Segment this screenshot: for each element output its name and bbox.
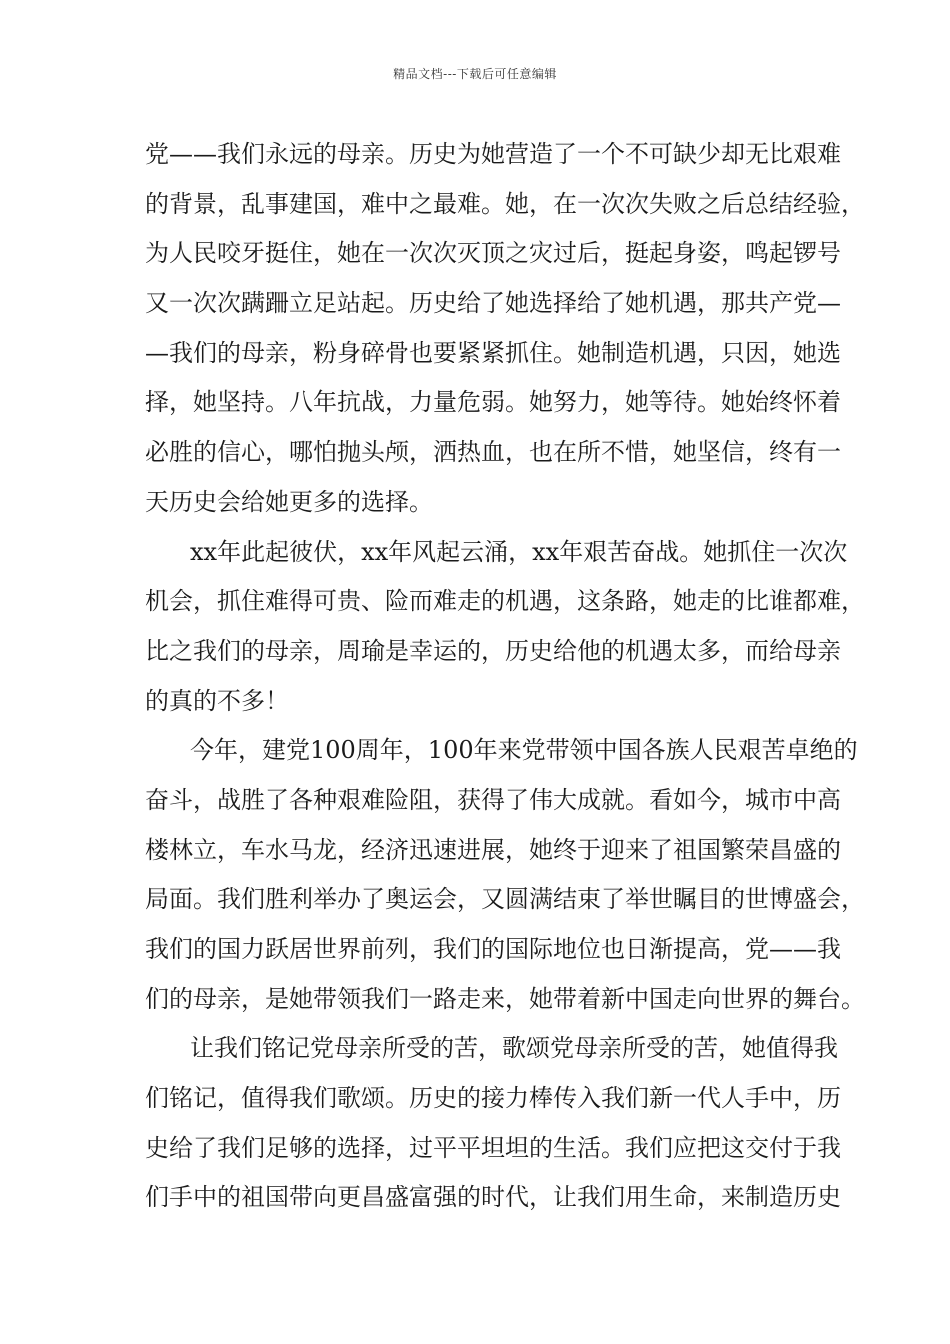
- paragraph-1: [145, 130, 865, 528]
- text-line: 为人民咬牙挺住，她在一次次灭顶之灾过后，挺起身姿，鸣起锣号: [145, 239, 841, 268]
- text-line: 机会，抓住难得可贵、险而难走的机遇，这条路，她走的比谁都难，: [145, 587, 865, 616]
- text-line: 的真的不多！: [145, 686, 289, 715]
- text-line: 史给了我们足够的选择，过平平坦坦的生活。我们应把这交付于我: [145, 1133, 841, 1162]
- text-line: 比之我们的母亲，周瑜是幸运的，历史给他的机遇太多，而给母亲: [145, 636, 841, 665]
- text-line: 我们的国力跃居世界前列，我们的国际地位也日渐提高，党——我: [145, 935, 841, 963]
- text-line: 的背景，乱事建国，难中之最难。她，在一次次失败之后总结经验，: [145, 189, 865, 218]
- text-line: 们铭记，值得我们歌颂。历史的接力棒传入我们新一代人手中，历: [145, 1084, 841, 1113]
- text-line: xx年此起彼伏，xx年风起云涌，xx年艰苦奋战。她抓住一次次: [190, 537, 848, 566]
- text-line: 天历史会给她更多的选择。: [145, 487, 433, 516]
- paragraph-2: [145, 528, 865, 727]
- text-line: 让我们铭记党母亲所受的苦，歌颂党母亲所受的苦，她值得我: [190, 1034, 838, 1063]
- text-line: 党——我们永远的母亲。历史为她营造了一个不可缺少却无比艰难: [145, 140, 841, 168]
- text-line: 局面。我们胜利举办了奥运会，又圆满结束了举世瞩目的世博盛会，: [145, 885, 865, 914]
- text-line: 奋斗，战胜了各种艰难险阻，获得了伟大成就。看如今，城市中高: [145, 785, 841, 814]
- text-line: 们的母亲，是她带领我们一路走来，她带着新中国走向世界的舞台。: [145, 984, 865, 1013]
- text-line: 楼林立，车水马龙，经济迅速进展，她终于迎来了祖国繁荣昌盛的: [145, 835, 841, 864]
- paragraph-4: [145, 1024, 841, 1223]
- page-header: 精品文档---下载后可任意编辑: [393, 67, 557, 81]
- text-line: 又一次次蹒跚立足站起。历史给了她选择给了她机遇，那共产党—: [145, 289, 841, 318]
- text-line: 们手中的祖国带向更昌盛富强的时代，让我们用生命，来制造历史: [145, 1183, 841, 1212]
- text-line: 今年，建党100周年，100年来党带领中国各族人民艰苦卓绝的: [190, 736, 858, 765]
- text-line: 择，她坚持。八年抗战，力量危弱。她努力，她等待。她始终怀着: [145, 388, 841, 417]
- paragraph-3: [145, 726, 865, 1024]
- text-line: —我们的母亲，粉身碎骨也要紧紧抓住。她制造机遇，只因，她选: [145, 338, 841, 367]
- document-body: [145, 130, 865, 1223]
- text-line: 必胜的信心，哪怕抛头颅，洒热血，也在所不惜，她坚信，终有一: [145, 438, 841, 467]
